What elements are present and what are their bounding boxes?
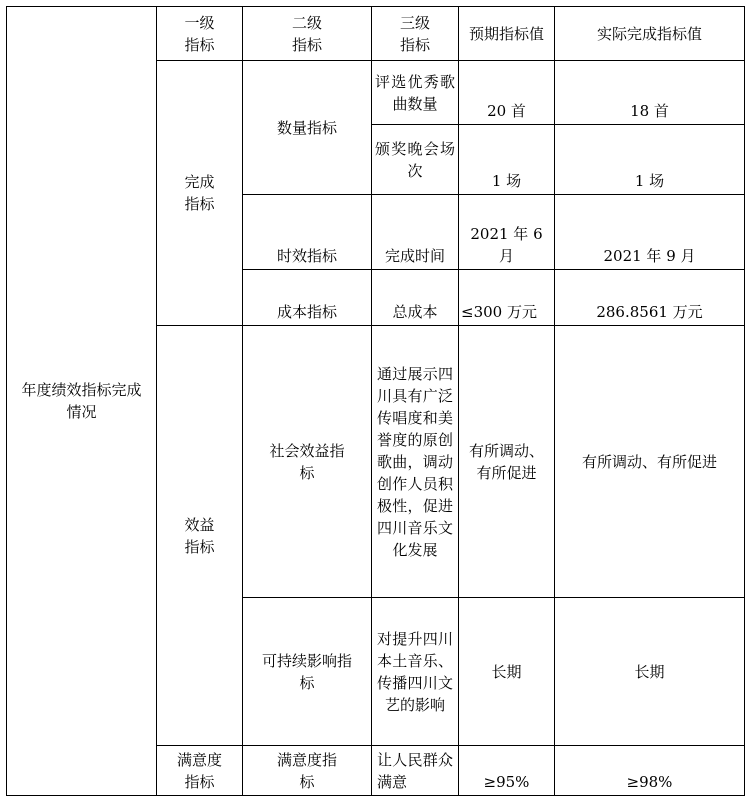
social-benefit-label: 社会效益指标: [243, 326, 372, 598]
group-satisfaction: 满意度指标: [157, 746, 243, 796]
social-benefit-indicator: 通过展示四川具有广泛传唱度和美誉度的原创歌曲，调动创作人员积极性，促进四川音乐文化发展: [372, 326, 459, 598]
performance-table: [6, 6, 745, 796]
satisfaction-expected: ≥95%: [459, 746, 555, 796]
satisfaction-label: 满意度指标: [243, 746, 372, 796]
sustain-actual: 长期: [555, 598, 745, 746]
satisfaction-indicator: 让人民群众满意: [372, 746, 459, 796]
header-level2: 二级指标: [243, 7, 372, 61]
annual-performance-header: 年度绩效指标完成情况: [7, 7, 157, 796]
award-show-expected: 1 场: [459, 125, 555, 195]
cost-indicator: 总成本: [372, 270, 459, 326]
timeliness-actual: 2021 年 9 月: [555, 195, 745, 270]
cost-actual: 286.8561 万元: [555, 270, 745, 326]
cost-label: 成本指标: [243, 270, 372, 326]
song-count-expected: 20 首: [459, 61, 555, 125]
sustain-label: 可持续影响指标: [243, 598, 372, 746]
timeliness-indicator: 完成时间: [372, 195, 459, 270]
group-benefit: 效益指标: [157, 326, 243, 746]
award-show-actual: 1 场: [555, 125, 745, 195]
header-expected: 预期指标值: [459, 7, 555, 61]
song-count-actual: 18 首: [555, 61, 745, 125]
quantity-indicator-label: 数量指标: [243, 61, 372, 195]
cost-expected: ≤300 万元: [459, 270, 555, 326]
song-count-indicator: 评选优秀歌曲数量: [372, 61, 459, 125]
sustain-expected: 长期: [459, 598, 555, 746]
header-level3: 三级指标: [372, 7, 459, 61]
header-actual: 实际完成指标值: [555, 7, 745, 61]
social-benefit-expected: 有所调动、有所促进: [459, 326, 555, 598]
timeliness-expected: 2021 年 6 月: [459, 195, 555, 270]
header-level1: 一级指标: [157, 7, 243, 61]
social-benefit-actual: 有所调动、有所促进: [555, 326, 745, 598]
award-show-indicator: 颁奖晚会场次: [372, 125, 459, 195]
satisfaction-actual: ≥98%: [555, 746, 745, 796]
timeliness-label: 时效指标: [243, 195, 372, 270]
group-completion: 完成指标: [157, 61, 243, 326]
sustain-indicator: 对提升四川本土音乐、传播四川文艺的影响: [372, 598, 459, 746]
